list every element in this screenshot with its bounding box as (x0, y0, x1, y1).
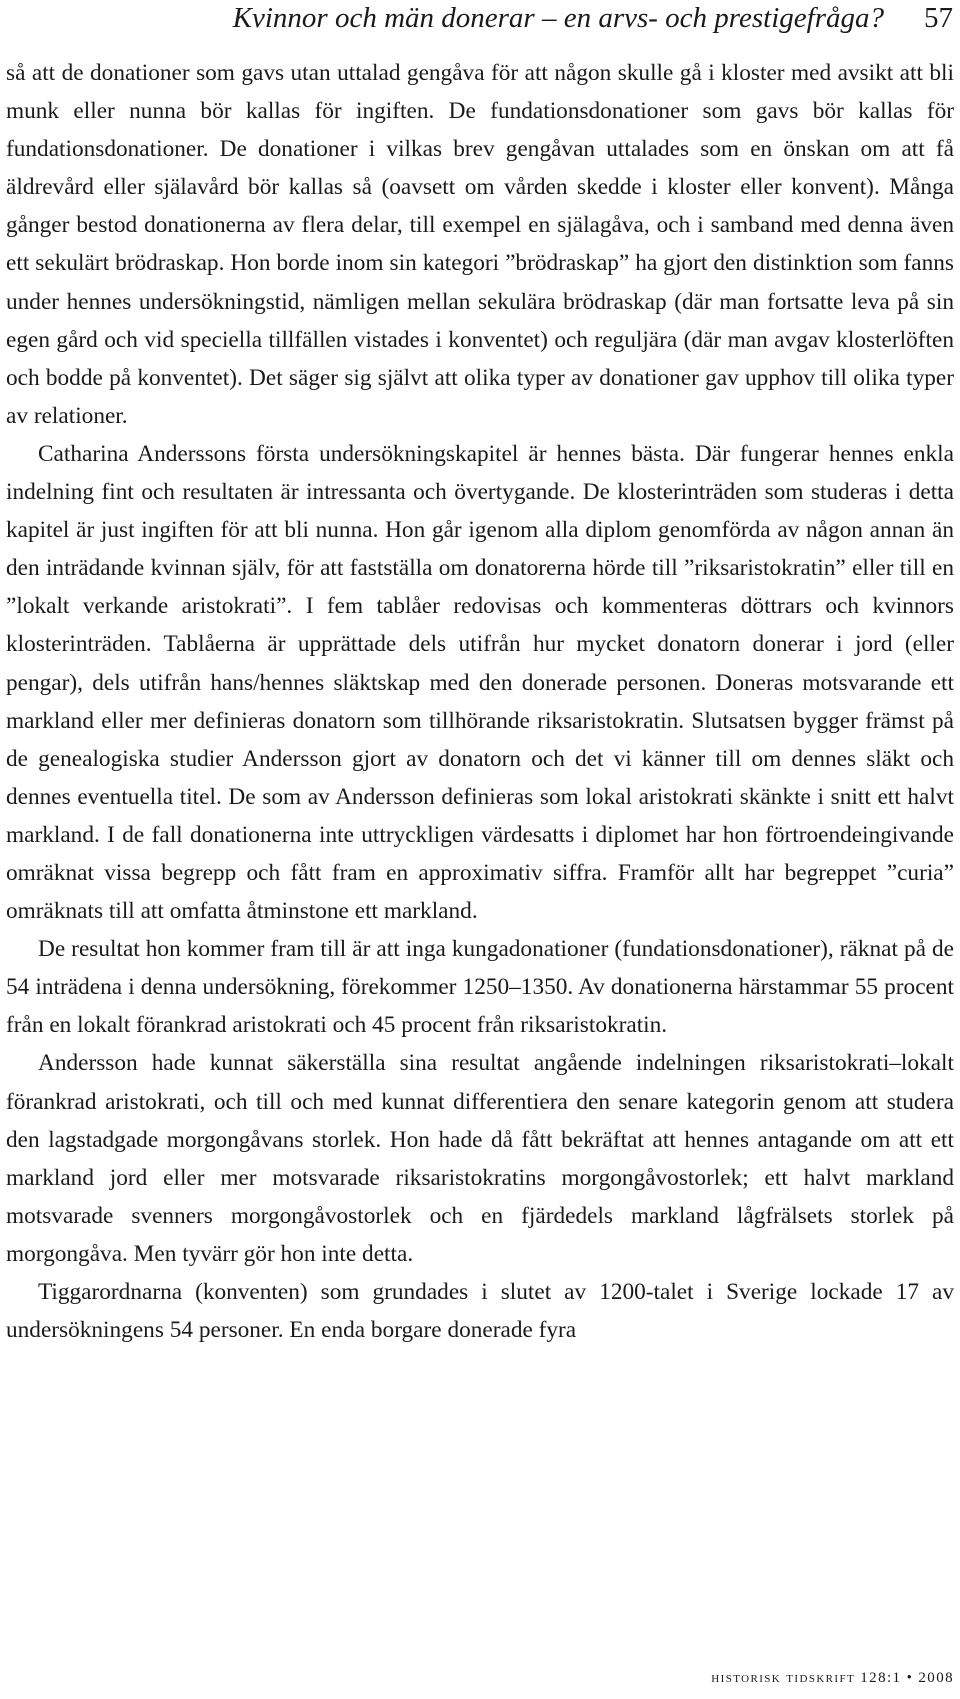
running-head (0, 2, 953, 42)
paragraph-1: så att de donationer som gavs utan uttalad gengåva för att någon skulle gå i kloster med avsikt att bli munk eller nunna bör kallas för ingiften. De fundationsdonationer som gavs bör kallas för fundationsdonationer. De donationer i vilkas brev gengåvan uttalades som en önskan om att få äldrevård eller själavård bör kallas så (oavsett om vården skedde i kloster eller konvent). Många gånger bestod donationerna av flera delar, till exempel en själagåva, och i samband med denna även ett sekulärt brödraskap. Hon borde inom sin kategori ”brödraskap” ha gjort den distinktion som fanns under hennes undersökningstid, nämligen mellan sekulära brödraskap (där man fortsatte leva på sin egen gård och vid speciella tillfällen vistades i konventet) och reguljära (där man avgav klosterlöften och bodde på konventet). Det säger sig självt att olika typer av donationer gav upphov till olika typer av relationer. (6, 60, 954, 429)
page-number: 57 (924, 2, 953, 34)
body-text (6, 54, 954, 1349)
paragraph-4: Andersson hade kunnat säkerställa sina resultat angående indelningen riksaristokrati–lokalt förankrad aristokrati, och till och med kunnat differentiera den senare kategorin genom att studera den lagstadgade morgongåvans storlek. Hon hade då fått bekräftat att hennes antagande om att ett markland jord eller mer motsvarade riksaristokratins morgongåvostorlek; ett halvt markland motsvarade svenners morgongåvostorlek och en fjärdedels markland lågfrälsets storlek på morgongåva. Men tyvärr gör hon inte detta. (6, 1050, 954, 1267)
paragraph-2: Catharina Anderssons första undersökningskapitel är hennes bästa. Där fungerar hennes enkla indelning fint och resultaten är intressanta och övertygande. De klosterinträden som studeras i detta kapitel är just ingiften för att bli nunna. Hon går igenom alla diplom genomförda av någon annan än den inträdande kvinnan själv, för att fastställa om donatorerna hörde till ”riksaristokratin” eller till en ”lokalt verkande aristokrati”. I fem tablåer redovisas och kommenteras döttrars och kvinnors klosterinträden. Tablåerna är upprättade dels utifrån hur mycket donatorn donerar i jord (eller pengar), dels utifrån hans/hennes släktskap med den donerade personen. Doneras motsvarande ett markland eller mer definieras donatorn som tillhörande riksaristokratin. Slutsatsen bygger främst på de genealogiska studier Andersson gjort av donatorn och det vi känner till om dennes släkt och dennes eventuella titel. De som av Andersson definieras som lokal aristokrati skänkte i snitt ett halvt markland. I de fall donationerna inte uttryckligen värdesatts i diplomet har hon förtroendeingivande omräknat vissa begrepp och fått fram en approximativ siffra. Framför allt har begreppet ”curia” omräknats till att omfatta åtminstone ett markland. (6, 440, 954, 925)
running-head-title: Kvinnor och män donerar – en arvs- och prestigefråga? (232, 2, 884, 34)
paragraph-5: Tiggarordnarna (konventen) som grundades i slutet av 1200-talet i Sverige lockade 17 av undersökningens 54 personer. En enda borgare donerade fyra (6, 1279, 954, 1344)
paragraph-3: De resultat hon kommer fram till är att inga kungadonationer (fundationsdonationer), räknat på de 54 inträdena i denna undersökning, förekommer 1250–1350. Av donationerna härstammar 55 procent från en lokalt förankrad aristokrati och 45 procent från riksaristokratin. (6, 936, 954, 1039)
journal-footer: historisk tidskrift 128:1 • 2008 (711, 1670, 954, 1686)
